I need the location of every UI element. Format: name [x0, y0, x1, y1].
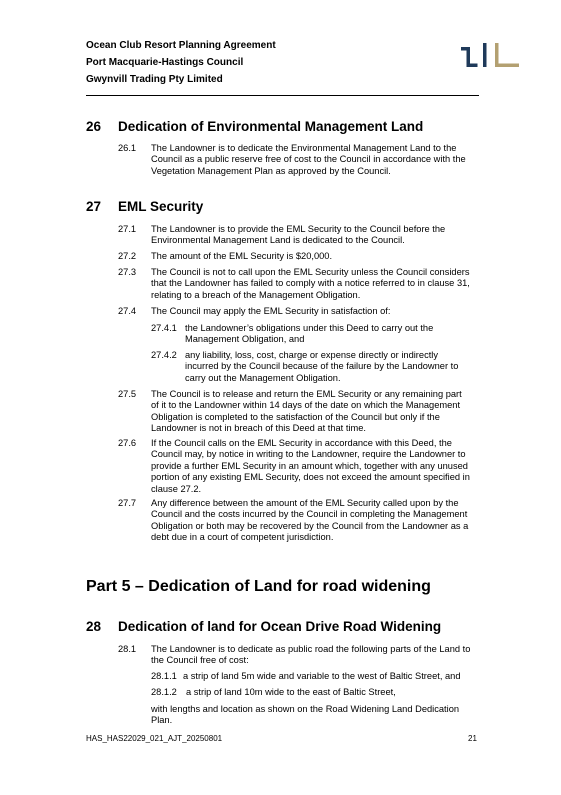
text-line: the Landowner’s obligations under this Deed to carry out the — [185, 323, 434, 333]
text-line: clause 27.2. — [151, 483, 202, 494]
clause-27-7-number: 27.7 — [118, 498, 137, 508]
clause-28-number: 28 — [86, 619, 102, 634]
header-council-name: Port Macquarie-Hastings Council — [86, 57, 244, 68]
clause-27-4-2-text — [185, 350, 481, 384]
clause-28-heading: Dedication of land for Ocean Drive Road Widening — [118, 619, 442, 634]
text-line: Plan. — [151, 715, 173, 726]
clause-28-1-number: 28.1 — [118, 644, 137, 654]
footer-document-reference: HAS_HAS22029_021_AJT_20250801 — [86, 734, 223, 743]
text-line: The Landowner is to dedicate the Environmental Management Land to the — [151, 143, 457, 153]
text-line: carry out the Management Obligation. — [185, 372, 341, 383]
clause-28-1-2-text: a strip of land 10m wide to the east of Baltic Street, — [186, 687, 396, 697]
text-line: that the Landowner has failed to comply with a notice referred to in clause 31, — [151, 278, 470, 289]
text-line: Obligation is completed to the satisfaction of the Council but only if the — [151, 411, 440, 422]
firm-logo — [461, 43, 521, 67]
text-line: Landowner is not in breach of this Deed at that time. — [151, 423, 366, 434]
clause-28-1-2-number: 28.1.2 — [151, 687, 177, 697]
logo-bar-center — [483, 43, 487, 67]
clause-28-1-closing-text — [151, 704, 481, 727]
clause-27-4-1-number: 27.4.1 — [151, 323, 177, 333]
text-line: provide a further EML Security in an amount which, together with any unused — [151, 460, 468, 471]
text-line: relating to a breach of the Management Obligation. — [151, 289, 361, 300]
text-line: Council may, by notice in writing to the Landowner, require the Landowner to — [151, 449, 466, 460]
clause-26-1-text — [151, 143, 481, 177]
header-divider — [86, 95, 479, 96]
text-line: The Council is not to call upon the EML Security unless the Council considers — [151, 267, 470, 277]
clause-27-7-text — [151, 498, 481, 544]
text-line: Obligation or both may be recovered by the Council from the Landowner as a — [151, 520, 469, 531]
text-line: The amount of the EML Security is $20,000. — [151, 251, 333, 261]
text-line: portion of any existing EML Security, does not exceed the amount specified in — [151, 472, 470, 483]
text-line: any liability, loss, cost, charge or expense directly or indirectly — [185, 350, 439, 360]
clause-27-1-text — [151, 224, 481, 247]
clause-28-1-1-text: a strip of land 5m wide and variable to the west of Baltic Street, and — [183, 671, 461, 681]
clause-27-4-1-text — [185, 323, 481, 346]
text-line: debt due in a court of competent jurisdiction. — [151, 532, 334, 543]
logo-bar-right-stem — [495, 43, 499, 67]
clause-27-number: 27 — [86, 199, 102, 214]
clause-27-4-text — [151, 306, 481, 317]
logo-bar-left-base — [467, 64, 478, 68]
text-line: Council and the costs incurred by the Council in completing the Management — [151, 509, 468, 520]
clause-27-2-text — [151, 251, 481, 262]
text-line: with lengths and location as shown on the Road Widening Land Dedication — [151, 704, 460, 714]
text-line: Any difference between the amount of the EML Security called upon by the — [151, 498, 459, 508]
text-line: the Council free of cost: — [151, 655, 249, 666]
clause-28-1-1-number: 28.1.1 — [151, 671, 177, 681]
clause-27-6-text — [151, 438, 481, 495]
clause-27-5-text — [151, 389, 481, 435]
logo-bar-right-base — [495, 64, 519, 68]
clause-27-heading: EML Security — [118, 199, 204, 214]
text-line: of it to the Landowner within 14 days of the date on which the Management — [151, 400, 461, 411]
clause-27-4-number: 27.4 — [118, 306, 137, 316]
clause-27-3-text — [151, 267, 481, 301]
clause-26-1-number: 26.1 — [118, 143, 137, 153]
part-heading: Part 5 – Dedication of Land for road widening — [86, 578, 431, 595]
header-agreement-title: Ocean Club Resort Planning Agreement — [86, 40, 276, 51]
text-line: The Landowner is to provide the EML Security to the Council before the — [151, 224, 446, 234]
text-line: If the Council calls on the EML Security in accordance with this Deed, the — [151, 438, 452, 448]
clause-27-5-number: 27.5 — [118, 389, 137, 399]
text-line: Vegetation Management Plan as approved by the Council. — [151, 165, 391, 176]
clause-27-6-number: 27.6 — [118, 438, 137, 448]
clause-27-1-number: 27.1 — [118, 224, 137, 234]
text-line: The Council is to release and return the EML Security or any remaining part — [151, 389, 462, 399]
clause-26-heading: Dedication of Environmental Management Land — [118, 119, 424, 134]
text-line: The Landowner is to dedicate as public road the following parts of the Land to — [151, 644, 471, 654]
text-line: Environmental Management Land is dedicated to the Council. — [151, 235, 405, 246]
text-line: incurred by the Council because of the failure by the Landowner to — [185, 361, 459, 372]
text-line: The Council may apply the EML Security in satisfaction of: — [151, 306, 391, 316]
text-line: Management Obligation, and — [185, 334, 305, 345]
footer-page-number: 21 — [468, 734, 477, 743]
header-party-name: Gwynvill Trading Pty Limited — [86, 74, 223, 85]
clause-27-2-number: 27.2 — [118, 251, 137, 261]
clause-27-4-2-number: 27.4.2 — [151, 350, 177, 360]
clause-28-1-text — [151, 644, 481, 667]
text-line: Council as a public reserve free of cost to the Council in accordance with the — [151, 154, 466, 165]
clause-26-number: 26 — [86, 119, 102, 134]
clause-27-3-number: 27.3 — [118, 267, 137, 277]
